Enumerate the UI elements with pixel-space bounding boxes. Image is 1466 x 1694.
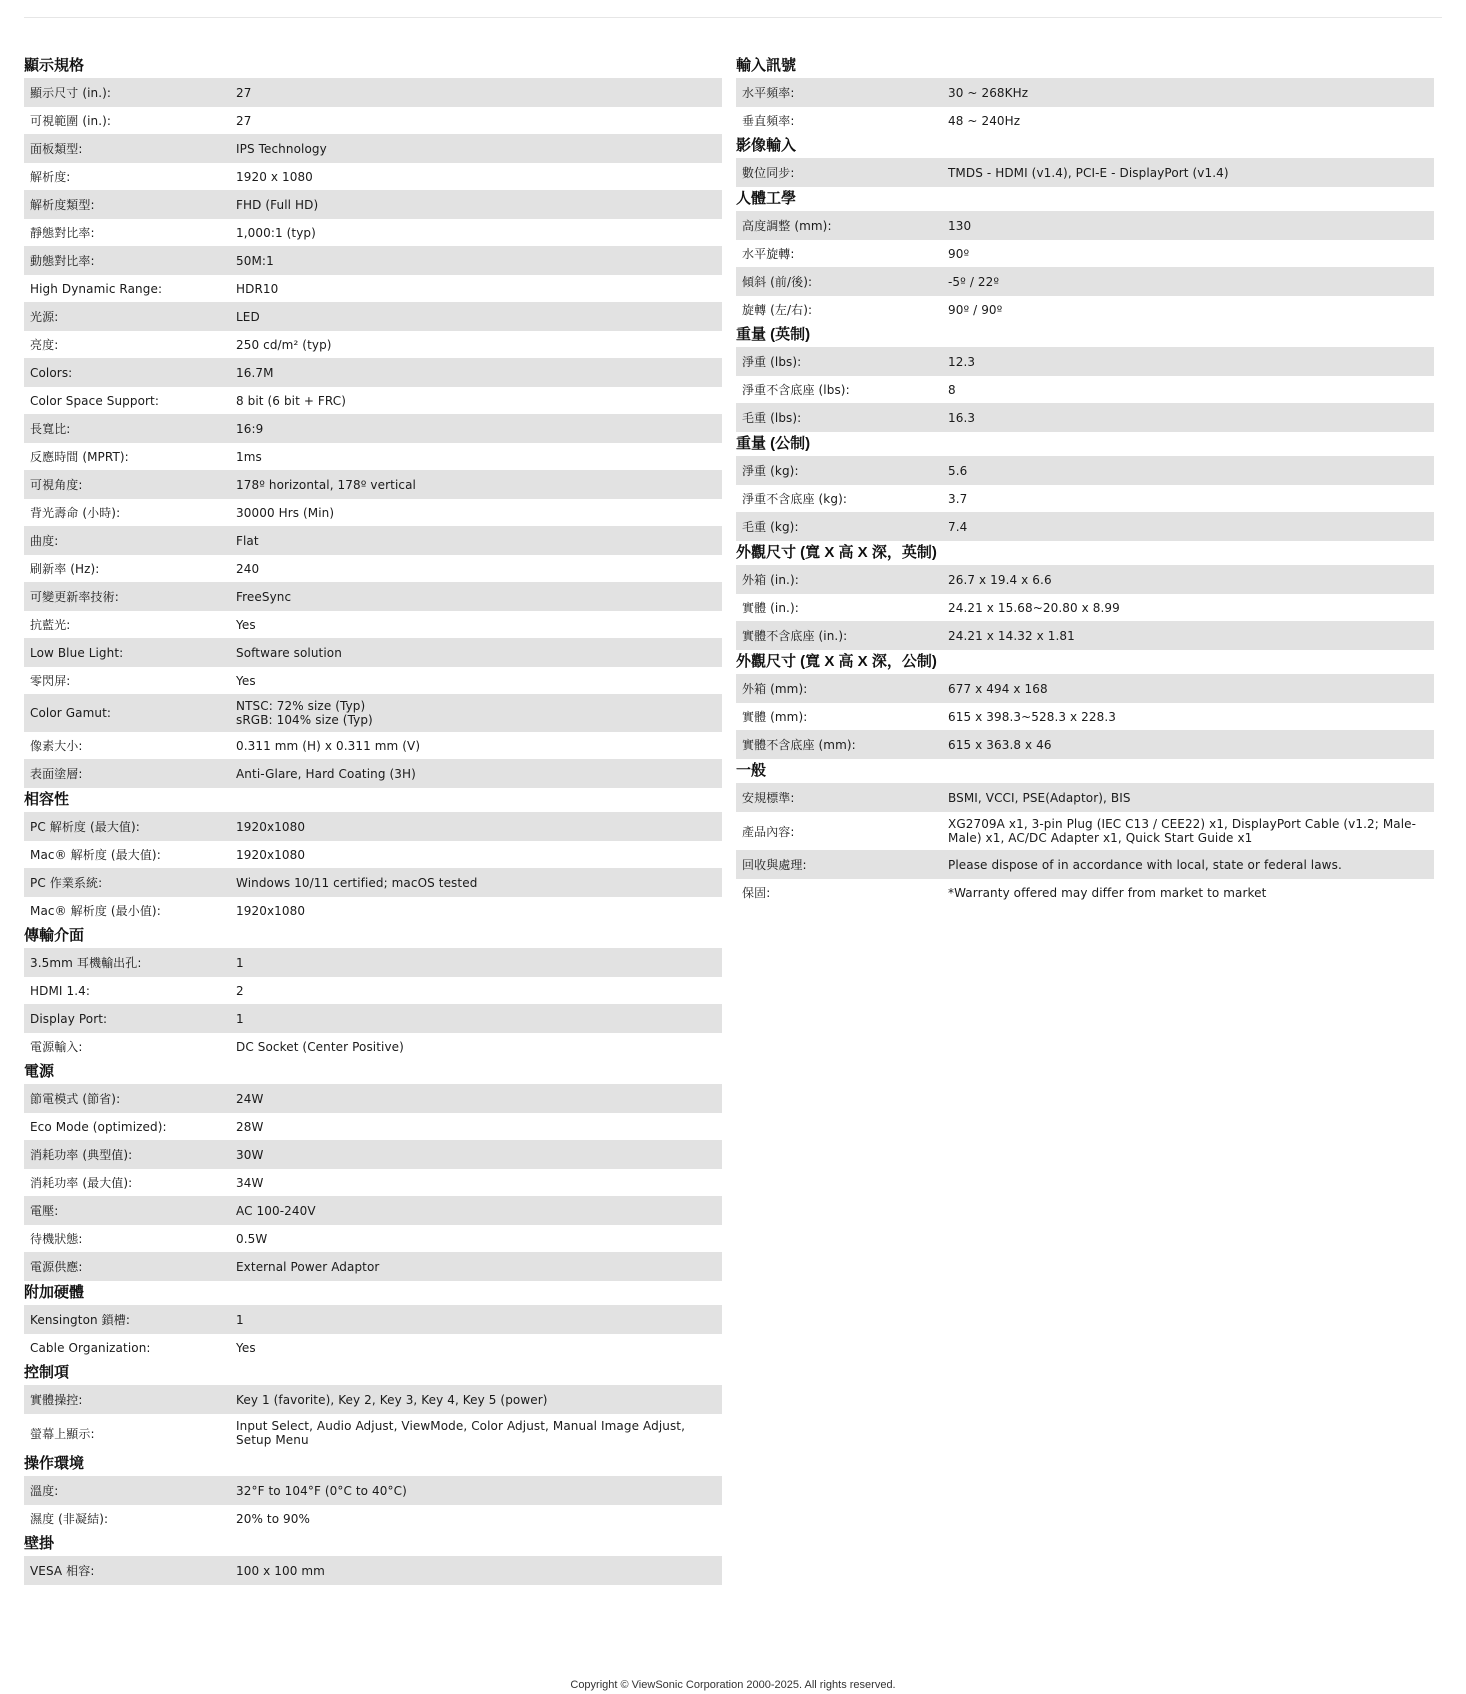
spec-value: Anti-Glare, Hard Coating (3H) bbox=[236, 766, 416, 781]
spec-value: Key 1 (favorite), Key 2, Key 3, Key 4, Key 5 (power) bbox=[236, 1392, 548, 1407]
spec-label: 實體 (in.): bbox=[742, 601, 799, 615]
spec-value: 677 x 494 x 168 bbox=[948, 681, 1048, 696]
spec-value: 1920x1080 bbox=[236, 847, 306, 862]
spec-label: 消耗功率 (典型值): bbox=[30, 1148, 133, 1162]
spec-row bbox=[24, 275, 722, 302]
spec-label: 電壓: bbox=[30, 1204, 59, 1218]
spec-label: 像素大小: bbox=[30, 739, 83, 753]
spec-row bbox=[24, 246, 722, 275]
spec-label: 光源: bbox=[30, 310, 59, 324]
spec-row bbox=[736, 456, 1434, 485]
spec-label: 淨重 (kg): bbox=[742, 464, 799, 478]
spec-column-right bbox=[736, 54, 1434, 906]
spec-row bbox=[24, 1113, 722, 1140]
spec-row bbox=[24, 331, 722, 358]
spec-label: 實體操控: bbox=[30, 1393, 83, 1407]
section-title: 電源 bbox=[24, 1063, 55, 1080]
spec-value: 8 bit (6 bit + FRC) bbox=[236, 393, 346, 408]
spec-label: 電源輸入: bbox=[30, 1040, 83, 1054]
spec-value: AC 100-240V bbox=[236, 1203, 316, 1218]
spec-value: 24.21 x 15.68~20.80 x 8.99 bbox=[948, 600, 1120, 615]
spec-row bbox=[24, 1414, 722, 1452]
spec-row bbox=[24, 526, 722, 555]
spec-row bbox=[24, 1505, 722, 1532]
spec-row bbox=[736, 565, 1434, 594]
spec-label: Cable Organization: bbox=[30, 1340, 151, 1355]
spec-value: DC Socket (Center Positive) bbox=[236, 1039, 404, 1054]
spec-row bbox=[24, 443, 722, 470]
spec-row bbox=[24, 414, 722, 443]
spec-value: 24W bbox=[236, 1091, 264, 1106]
spec-label: 節電模式 (節省): bbox=[30, 1092, 121, 1106]
top-divider bbox=[24, 17, 1442, 18]
spec-label: 回收與處理: bbox=[742, 858, 807, 872]
spec-value: IPS Technology bbox=[236, 141, 327, 156]
spec-row bbox=[736, 730, 1434, 759]
spec-row bbox=[736, 78, 1434, 107]
spec-value: 8 bbox=[948, 382, 956, 397]
spec-value: LED bbox=[236, 309, 260, 324]
spec-value: HDR10 bbox=[236, 281, 279, 296]
spec-row bbox=[24, 812, 722, 841]
spec-row bbox=[24, 134, 722, 163]
spec-value: 48 ~ 240Hz bbox=[948, 113, 1021, 128]
spec-row bbox=[736, 485, 1434, 512]
spec-row bbox=[736, 240, 1434, 267]
spec-label: 毛重 (lbs): bbox=[742, 411, 802, 425]
spec-value: 250 cd/m² (typ) bbox=[236, 337, 332, 352]
spec-row bbox=[24, 1385, 722, 1414]
spec-label: 零閃屏: bbox=[30, 674, 71, 688]
spec-row bbox=[736, 158, 1434, 187]
spec-value: Windows 10/11 certified; macOS tested bbox=[236, 875, 478, 890]
spec-label: Display Port: bbox=[30, 1011, 108, 1026]
spec-row bbox=[24, 190, 722, 219]
section-title: 傳輸介面 bbox=[24, 927, 85, 944]
spec-label: 保固: bbox=[742, 886, 771, 900]
spec-label: 產品內容: bbox=[742, 824, 795, 839]
spec-value: 16.3 bbox=[948, 410, 976, 425]
spec-value: Input Select, Audio Adjust, ViewMode, Color Adjust, Manual Image Adjust, Setup Menu bbox=[236, 1419, 686, 1447]
spec-value: 34W bbox=[236, 1175, 264, 1190]
spec-value: 28W bbox=[236, 1119, 264, 1134]
spec-label: 溫度: bbox=[30, 1484, 59, 1498]
spec-value: 7.4 bbox=[948, 519, 968, 534]
spec-row bbox=[736, 296, 1434, 323]
spec-value: Please dispose of in accordance with local, state or federal laws. bbox=[948, 857, 1342, 872]
spec-value: 20% to 90% bbox=[236, 1511, 311, 1526]
spec-label: 可視範圍 (in.): bbox=[30, 114, 112, 128]
spec-row bbox=[736, 347, 1434, 376]
spec-label: 解析度類型: bbox=[30, 198, 95, 212]
spec-row bbox=[736, 107, 1434, 134]
spec-value: 1920x1080 bbox=[236, 903, 306, 918]
spec-value: FHD (Full HD) bbox=[236, 197, 319, 212]
spec-value: 90º bbox=[948, 246, 970, 261]
spec-row bbox=[24, 1169, 722, 1196]
spec-row bbox=[24, 1140, 722, 1169]
spec-label: Mac® 解析度 (最小值): bbox=[30, 904, 161, 918]
spec-value: 50M:1 bbox=[236, 253, 274, 268]
spec-label: 可變更新率技術: bbox=[30, 590, 119, 604]
spec-label: 面板類型: bbox=[30, 142, 83, 156]
spec-row bbox=[736, 376, 1434, 403]
spec-label: 消耗功率 (最大值): bbox=[30, 1176, 133, 1190]
spec-label: PC 解析度 (最大值): bbox=[30, 820, 140, 834]
spec-column-left bbox=[24, 54, 722, 1585]
spec-label: 實體 (mm): bbox=[742, 710, 808, 724]
spec-value: 1,000:1 (typ) bbox=[236, 225, 316, 240]
section-title: 重量 (公制) bbox=[736, 435, 811, 452]
spec-row bbox=[24, 977, 722, 1004]
spec-value: 1920 x 1080 bbox=[236, 169, 313, 184]
spec-row bbox=[24, 1556, 722, 1585]
spec-label: 毛重 (kg): bbox=[742, 520, 799, 534]
spec-label: 曲度: bbox=[30, 534, 59, 548]
spec-row bbox=[24, 611, 722, 638]
spec-label: 顯示尺寸 (in.): bbox=[30, 86, 112, 100]
spec-value: 5.6 bbox=[948, 463, 968, 478]
spec-value: 3.7 bbox=[948, 491, 968, 506]
spec-label: 淨重不含底座 (lbs): bbox=[742, 383, 850, 397]
spec-row bbox=[24, 1084, 722, 1113]
spec-label: Color Space Support: bbox=[30, 393, 160, 408]
spec-value: Yes bbox=[236, 1340, 256, 1355]
spec-row bbox=[24, 1196, 722, 1225]
spec-label: 可視角度: bbox=[30, 478, 83, 492]
spec-row bbox=[24, 163, 722, 190]
spec-label: 實體不含底座 (mm): bbox=[742, 738, 856, 752]
spec-label: 表面塗層: bbox=[30, 767, 83, 781]
spec-row bbox=[24, 841, 722, 868]
spec-value: Yes bbox=[236, 617, 256, 632]
spec-row bbox=[24, 1033, 722, 1060]
spec-label: Mac® 解析度 (最大值): bbox=[30, 848, 161, 862]
spec-row bbox=[24, 1476, 722, 1505]
section-title: 壁掛 bbox=[24, 1535, 55, 1552]
spec-label: 旋轉 (左/右): bbox=[742, 303, 813, 317]
spec-value: 0.311 mm (H) x 0.311 mm (V) bbox=[236, 738, 421, 753]
spec-row bbox=[736, 267, 1434, 296]
spec-label: 螢幕上顯示: bbox=[30, 1426, 95, 1441]
spec-value: 0.5W bbox=[236, 1231, 268, 1246]
spec-row bbox=[24, 1334, 722, 1361]
spec-label: Low Blue Light: bbox=[30, 645, 124, 660]
spec-value: 130 bbox=[948, 218, 972, 233]
spec-value: 1920x1080 bbox=[236, 819, 306, 834]
spec-value: 16:9 bbox=[236, 421, 264, 436]
spec-row bbox=[24, 694, 722, 732]
spec-row bbox=[24, 1305, 722, 1334]
spec-row bbox=[24, 759, 722, 788]
spec-value: BSMI, VCCI, PSE(Adaptor), BIS bbox=[948, 790, 1131, 805]
section-title: 人體工學 bbox=[736, 190, 797, 207]
section-title: 操作環境 bbox=[24, 1455, 85, 1472]
spec-label: 濕度 (非凝結): bbox=[30, 1512, 109, 1526]
spec-value: 12.3 bbox=[948, 354, 976, 369]
spec-value: External Power Adaptor bbox=[236, 1259, 380, 1274]
spec-row bbox=[736, 621, 1434, 650]
spec-row bbox=[24, 732, 722, 759]
spec-label: 解析度: bbox=[30, 170, 71, 184]
spec-label: 電源供應: bbox=[30, 1260, 83, 1274]
spec-row bbox=[736, 812, 1434, 850]
spec-label: 亮度: bbox=[30, 338, 59, 352]
spec-row bbox=[24, 1225, 722, 1252]
spec-label: 長寬比: bbox=[30, 422, 71, 436]
spec-value: 615 x 363.8 x 46 bbox=[948, 737, 1052, 752]
spec-value: 30000 Hrs (Min) bbox=[236, 505, 335, 520]
spec-label: 背光壽命 (小時): bbox=[30, 506, 121, 520]
spec-row bbox=[736, 594, 1434, 621]
section-title: 外觀尺寸 (寬 X 高 X 深，英制) bbox=[736, 544, 937, 561]
spec-value: 30W bbox=[236, 1147, 264, 1162]
spec-value: 615 x 398.3~528.3 x 228.3 bbox=[948, 709, 1116, 724]
spec-row bbox=[736, 674, 1434, 703]
section-title: 相容性 bbox=[24, 791, 70, 808]
spec-row bbox=[24, 499, 722, 526]
spec-label: 淨重不含底座 (kg): bbox=[742, 492, 847, 506]
spec-label: 實體不含底座 (in.): bbox=[742, 629, 848, 643]
spec-row bbox=[24, 107, 722, 134]
spec-row bbox=[24, 387, 722, 414]
spec-label: 外箱 (in.): bbox=[742, 573, 799, 587]
spec-value: 1 bbox=[236, 955, 244, 970]
spec-label: 水平頻率: bbox=[742, 86, 795, 100]
spec-row bbox=[24, 78, 722, 107]
spec-value: 240 bbox=[236, 561, 260, 576]
spec-label: 安規標準: bbox=[742, 791, 795, 805]
section-title: 控制項 bbox=[24, 1364, 70, 1381]
spec-value: 30 ~ 268KHz bbox=[948, 85, 1029, 100]
spec-value: 100 x 100 mm bbox=[236, 1563, 325, 1578]
spec-value: 1ms bbox=[236, 449, 262, 464]
spec-label: 外箱 (mm): bbox=[742, 682, 808, 696]
spec-value: 32°F to 104°F (0°C to 40°C) bbox=[236, 1483, 407, 1498]
spec-label: 3.5mm 耳機輸出孔: bbox=[30, 956, 142, 970]
spec-label: 待機狀態: bbox=[30, 1232, 83, 1246]
spec-row bbox=[24, 897, 722, 924]
spec-label: 水平旋轉: bbox=[742, 247, 795, 261]
spec-label: Eco Mode (optimized): bbox=[30, 1119, 167, 1134]
spec-row bbox=[736, 211, 1434, 240]
spec-label: HDMI 1.4: bbox=[30, 983, 90, 998]
spec-label: 數位同步: bbox=[742, 166, 795, 180]
spec-value: 27 bbox=[236, 85, 252, 100]
spec-label: 高度調整 (mm): bbox=[742, 219, 832, 233]
spec-value: 24.21 x 14.32 x 1.81 bbox=[948, 628, 1075, 643]
spec-label: 刷新率 (Hz): bbox=[30, 562, 100, 576]
spec-label: Color Gamut: bbox=[30, 706, 112, 720]
spec-value: Software solution bbox=[236, 645, 342, 660]
spec-value: TMDS - HDMI (v1.4), PCI-E - DisplayPort (v1.4) bbox=[948, 165, 1229, 180]
spec-label: 動態對比率: bbox=[30, 254, 95, 268]
section-title: 顯示規格 bbox=[24, 57, 85, 74]
spec-label: 傾斜 (前/後): bbox=[742, 275, 813, 289]
spec-row bbox=[24, 555, 722, 582]
section-title: 附加硬體 bbox=[24, 1284, 85, 1301]
spec-value: 27 bbox=[236, 113, 252, 128]
spec-value: NTSC: 72% size (Typ) sRGB: 104% size (Typ) bbox=[236, 699, 373, 727]
spec-label: High Dynamic Range: bbox=[30, 281, 163, 296]
spec-label: 垂直頻率: bbox=[742, 114, 795, 128]
section-title: 影像輸入 bbox=[736, 137, 797, 154]
spec-value: Flat bbox=[236, 533, 259, 548]
spec-value: 1 bbox=[236, 1312, 244, 1327]
spec-row bbox=[24, 219, 722, 246]
spec-row bbox=[24, 948, 722, 977]
spec-label: VESA 相容: bbox=[30, 1564, 95, 1578]
spec-row bbox=[24, 667, 722, 694]
spec-label: 反應時間 (MPRT): bbox=[30, 450, 129, 464]
spec-row bbox=[24, 868, 722, 897]
section-title: 一般 bbox=[736, 762, 767, 779]
spec-label: Colors: bbox=[30, 365, 73, 380]
spec-value: 1 bbox=[236, 1011, 244, 1026]
spec-label: 抗藍光: bbox=[30, 618, 71, 632]
spec-row bbox=[24, 582, 722, 611]
spec-value: *Warranty offered may differ from market to market bbox=[948, 885, 1267, 900]
spec-value: Yes bbox=[236, 673, 256, 688]
spec-value: -5º / 22º bbox=[948, 274, 1000, 289]
section-title: 外觀尺寸 (寬 X 高 X 深，公制) bbox=[736, 653, 937, 670]
spec-row bbox=[736, 403, 1434, 432]
spec-label: 靜態對比率: bbox=[30, 226, 95, 240]
spec-label: PC 作業系統: bbox=[30, 876, 103, 890]
spec-row bbox=[24, 470, 722, 499]
spec-value: 26.7 x 19.4 x 6.6 bbox=[948, 572, 1052, 587]
spec-value: 178º horizontal, 178º vertical bbox=[236, 477, 416, 492]
spec-row bbox=[736, 783, 1434, 812]
spec-row bbox=[24, 302, 722, 331]
section-title: 重量 (英制) bbox=[736, 326, 811, 343]
spec-label: 淨重 (lbs): bbox=[742, 355, 802, 369]
spec-row bbox=[736, 850, 1434, 879]
spec-row bbox=[24, 1252, 722, 1281]
spec-value: 16.7M bbox=[236, 365, 274, 380]
spec-value: 2 bbox=[236, 983, 244, 998]
spec-row bbox=[24, 638, 722, 667]
spec-row bbox=[24, 358, 722, 387]
spec-row bbox=[736, 879, 1434, 906]
spec-label: Kensington 鎖槽: bbox=[30, 1313, 130, 1327]
spec-row bbox=[736, 512, 1434, 541]
spec-row bbox=[736, 703, 1434, 730]
spec-value: XG2709A x1, 3-pin Plug (IEC C13 / CEE22) x1, DisplayPort Cable (v1.2; Male- Male) x1, AC/DC Adapter x1, Quick Start Guide x1 bbox=[948, 817, 1417, 845]
section-title: 輸入訊號 bbox=[736, 57, 797, 74]
spec-value: 90º / 90º bbox=[948, 302, 1003, 317]
copyright-footer: Copyright © ViewSonic Corporation 2000-2025. All rights reserved. bbox=[570, 1679, 896, 1691]
spec-row bbox=[24, 1004, 722, 1033]
spec-value: FreeSync bbox=[236, 589, 292, 604]
